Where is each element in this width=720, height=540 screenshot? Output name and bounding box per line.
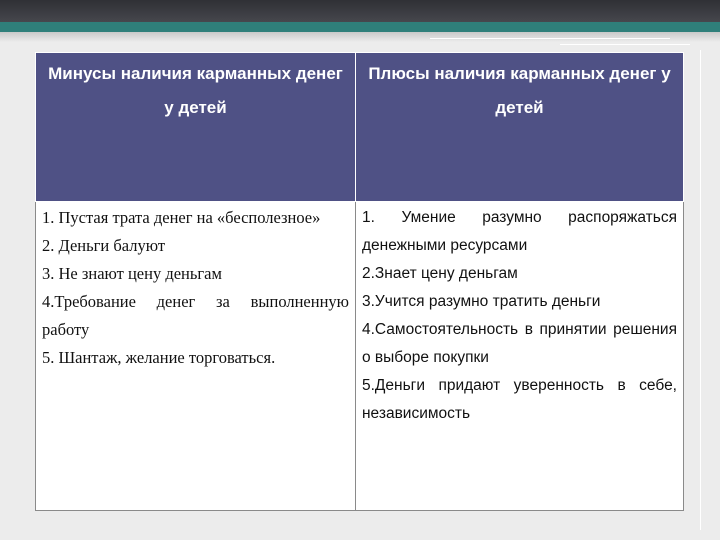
- list-item: 4.Самостоятельность в принятии решения о выборе покупки: [362, 321, 677, 366]
- comparison-table: [35, 52, 684, 511]
- decorative-line: [430, 38, 670, 39]
- list-item: 5.Деньги придают уверенность в себе, независимость: [362, 377, 677, 422]
- minuses-cell: [36, 202, 356, 511]
- table-header-row: [36, 53, 684, 202]
- header-minuses: Минусы наличия карманных денег у детей: [36, 53, 356, 202]
- list-item: 2. Деньги балуют: [42, 236, 166, 255]
- pluses-cell: [356, 202, 684, 511]
- decorative-line: [560, 44, 690, 45]
- slide-top-bar: [0, 0, 720, 22]
- list-item: 2.Знает цену деньгам: [362, 265, 518, 282]
- decorative-line: [700, 50, 701, 530]
- list-item: 1. Пустая трата денег на «бесполезное»: [42, 208, 321, 227]
- slide-shadow-band: [0, 32, 720, 42]
- list-item: 3. Не знают цену деньгам: [42, 264, 222, 283]
- list-item: 4.Требование денег за выполненную работу: [42, 292, 349, 339]
- header-pluses: Плюсы наличия карманных денег у детей: [356, 53, 684, 202]
- table-row: [36, 202, 684, 511]
- slide-accent-stripe: [0, 22, 720, 32]
- list-item: 3.Учится разумно тратить деньги: [362, 293, 601, 310]
- list-item: 5. Шантаж, желание торговаться.: [42, 348, 276, 367]
- list-item: 1. Умение разумно распоряжаться денежными ресурсами: [362, 209, 677, 254]
